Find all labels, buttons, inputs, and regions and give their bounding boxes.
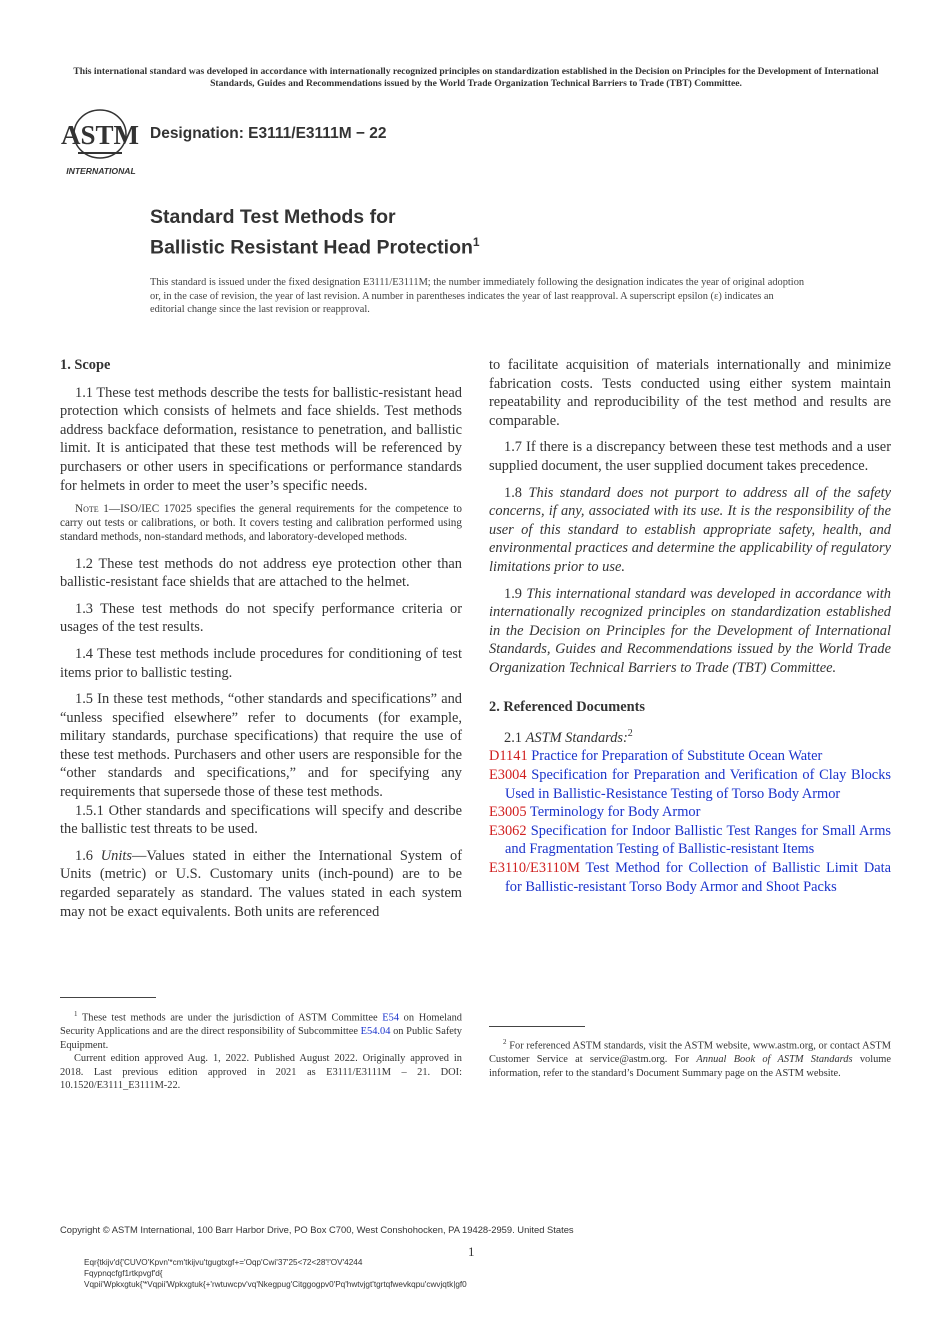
- para-1-9-text: This international standard was developed in accordance with internationally recognized principles on standardization established in the Decision on Principles for the Development of International Standards, Guides and Recommendations issued by the World Trade Organization Technical Barriers to Trade (TBT) Committee.: [489, 585, 891, 676]
- page-number: 1: [468, 1244, 475, 1259]
- title-line-2: Ballistic Resistant Head Protection: [150, 236, 473, 259]
- footnote-1-edition: Current edition approved Aug. 1, 2022. Published August 2022. Originally approved in 2018. Last previous edition approved in 2021 as E3111/E3111M – 21. DOI: 10.1520/E3111_E3111M-22.: [60, 1053, 462, 1092]
- left-column: [60, 356, 462, 921]
- para-1-7: 1.7 If there is a discrepancy between these test methods and a user supplied document, the user supplied document takes precedence.: [489, 439, 891, 474]
- license-line-2: Fqypnqcfgf1rtkpvgf'd{: [84, 1269, 163, 1278]
- para-1-5-1: 1.5.1 Other standards and specifications will specify and describe the ballistic test threats to be used.: [60, 802, 462, 838]
- footnote-1: [60, 1008, 462, 1093]
- ref-code: D1141: [489, 748, 528, 765]
- ref-code: E3062: [489, 822, 527, 839]
- ref-code: E3110/E3110M: [489, 860, 580, 877]
- designation: Designation: E3111/E3111M − 22: [150, 125, 387, 142]
- title-line-1: Standard Test Methods for: [150, 206, 396, 228]
- logo-subtext: INTERNATIONAL: [66, 166, 136, 176]
- para-1-8-text: This standard does not purport to address all of the safety concerns, if any, associated with its use. It is the responsibility of the user of this standard to establish appropriate safety, health, and environmental practices and determine the applicability of regulatory limitations prior to use.: [489, 484, 891, 575]
- right-column: [489, 356, 891, 896]
- ref-link-e3062[interactable]: [489, 822, 891, 859]
- footnote-1-text-b: on Homeland Security Applications and are the direct responsibility of Subcommittee: [60, 1012, 462, 1038]
- license-line-1: Eqr{tkijv'd{'CUVO'Kpvn'*cm'tkijvu'tgugtxgf+='Oqp'Cwi'37'25<72<28'!'OV'4244: [84, 1258, 363, 1267]
- para-1-9-number: 1.9: [504, 585, 527, 602]
- ref-title: Terminology for Body Armor: [526, 804, 701, 821]
- note-1-label: Note 1: [75, 503, 109, 516]
- footnote-2-marker: 2: [503, 1038, 507, 1046]
- ref-title: Specification for Indoor Ballistic Test Ranges for Small Arms and Fragmentation Testing of Ballistic-resistant Items: [505, 822, 891, 858]
- ref-code: E3005: [489, 804, 527, 821]
- footnote-1-text-a: These test methods are under the jurisdiction of ASTM Committee: [77, 1012, 383, 1024]
- scope-heading: 1. Scope: [60, 357, 111, 373]
- title-footnote-marker: 1: [472, 235, 480, 249]
- page-title: [150, 205, 480, 261]
- license-stamp: [84, 1257, 467, 1290]
- ref-title: Specification for Preparation and Verification of Clay Blocks Used in Ballistic-Resistance Testing of Torso Body Armor: [505, 767, 891, 802]
- para-2-1-label: ASTM Standards:: [525, 729, 628, 746]
- ref-title: Test Method for Collection of Ballistic Limit Data for Ballistic-resistant Torso Body Armor and Shoot Packs: [505, 860, 891, 895]
- para-1-8-number: 1.8: [504, 484, 529, 501]
- footnote-rule-left: [60, 997, 156, 998]
- ref-link-e3110[interactable]: [489, 859, 891, 896]
- para-1-2: 1.2 These test methods do not address eye protection other than ballistic-resistant face shields that are attached to the helmet.: [60, 555, 462, 591]
- para-2-1: [489, 725, 891, 747]
- footnote-1-marker: 1: [74, 1010, 78, 1018]
- note-1-text: —ISO/IEC 17025 specifies the general requirements for the competence to carry out tests or calibrations, or both. It covers testing and calibration performed using standard methods, non-standard methods, and laboratory-developed methods.: [60, 503, 462, 543]
- para-1-9: [489, 585, 891, 678]
- para-1-5: 1.5 In these test methods, “other standards and specifications” and “unless specified elsewhere” refer to documents (for example, military standards, purchase specifications) that require the use of these test methods. Purchasers and other users are responsible for the “other standards and specifications,” and for specifying any requirements that supersede those of these test methods.: [60, 691, 462, 801]
- para-1-3: 1.3 These test methods do not specify performance criteria or usages of the test results.: [60, 600, 462, 636]
- ref-title: Practice for Preparation of Substitute Ocean Water: [527, 748, 823, 765]
- ref-link-e3005[interactable]: [489, 803, 891, 822]
- para-1-4: 1.4 These test methods include procedures for conditioning of test items prior to ballistic testing.: [60, 645, 462, 681]
- para-2-1-number: 2.1: [504, 729, 526, 746]
- para-1-6-units: Units: [100, 847, 132, 864]
- para-2-1-footnote-marker: 2: [627, 728, 633, 740]
- astm-logo: [60, 108, 144, 180]
- footnote-2-text-a: For referenced ASTM standards, visit the ASTM website, www.astm.org, or contact ASTM Customer Service at service@astm.org. For: [489, 1040, 891, 1066]
- footnote-1-text-c: on Public Safety Equipment.: [60, 1026, 462, 1051]
- para-1-6: [60, 847, 462, 921]
- committee-e54-link[interactable]: E54: [382, 1012, 400, 1024]
- footnote-2: [489, 1036, 891, 1080]
- para-1-6-number: 1.6: [75, 847, 101, 864]
- ref-code: E3004: [489, 767, 527, 784]
- top-notice: This international standard was developed in accordance with internationally recognized principles on standardization established in the Decision on Principles for the Development of International Standards, Guides and Recommendations issued by the World Trade Organization Technical Barriers to Trade (TBT) Committee.: [73, 66, 879, 89]
- referenced-documents-heading: 2. Referenced Documents: [489, 698, 645, 715]
- footnote-2-book-title: Annual Book of ASTM Standards: [696, 1054, 853, 1066]
- para-1-6-text: —Values stated in either the International System of Units (metric) or U.S. Customary units (inch-pound) are to be regarded separately as standard. The values stated in each system may not be exact equivalents. Both units are referenced: [60, 847, 462, 920]
- issue-note: This standard is issued under the fixed designation E3111/E3111M; the number immediately following the designation indicates the year of original adoption or, in the case of revision, the year of last revision. A number in parentheses indicates the year of last reapproval. A superscript epsilon (ε) indicates an editorial change since the last revision or reapproval.: [150, 277, 805, 315]
- logo-text: ASTM: [60, 120, 140, 150]
- subcommittee-e54-04-link[interactable]: E54.04: [360, 1026, 391, 1038]
- para-1-8: [489, 484, 891, 577]
- copyright-line: Copyright © ASTM International, 100 Barr Harbor Drive, PO Box C700, West Conshohocken, PA 19428-2959. United States: [60, 1224, 574, 1235]
- ref-link-e3004[interactable]: [489, 766, 891, 803]
- para-1-1: 1.1 These test methods describe the tests for ballistic-resistant head protection which consists of helmets and face shields. Test methods address backface deformation, resistance to penetration, and ballistic limit. It is anticipated that these test methods will be referenced by purchasers or other users in specifications or performance standards for helmets in order to meet the user’s specific needs.: [60, 384, 462, 494]
- note-1: [60, 503, 462, 544]
- para-1-6-continued: to facilitate acquisition of materials internationally and minimize fabrication costs. Tests conducted using either system maintain repeatability and reproducibility of the test method and results are comparable.: [489, 357, 891, 429]
- footnote-2-text-b: volume information, refer to the standard’s Document Summary page on the ASTM website.: [489, 1054, 891, 1079]
- license-line-3: Vqpii'Wpkxgtuk{'*Vqpii'Wpkxgtuk{+'rwtuwcpv'vq'Nkegpug'Citggogpv0'Pq'hwtvjgt'tgrtqfwevkqpu'cwvjqtk|gf0: [84, 1280, 467, 1289]
- footnote-rule-right: [489, 1026, 585, 1027]
- ref-link-d1141[interactable]: [489, 747, 891, 766]
